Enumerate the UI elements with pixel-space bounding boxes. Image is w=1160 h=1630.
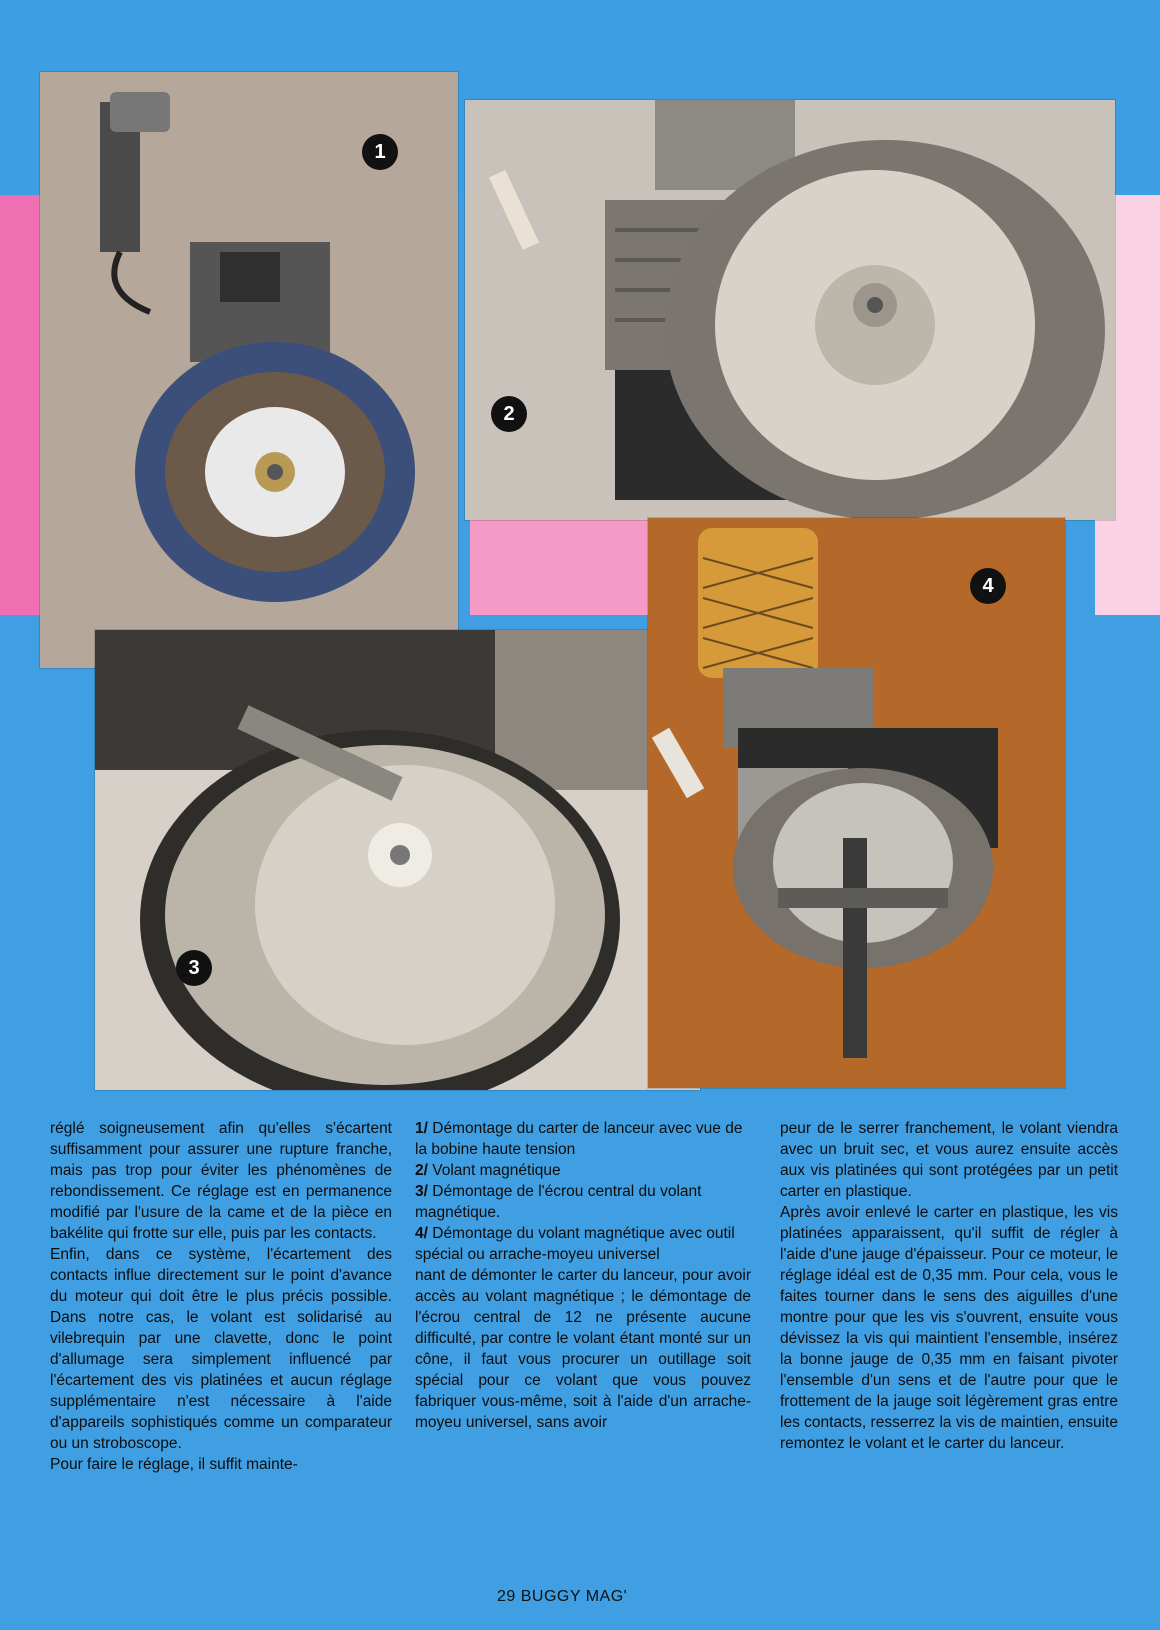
photo-caption-3 (415, 1181, 751, 1223)
caption-text: Démontage du carter de lanceur avec vue de la bobine haute tension (415, 1120, 743, 1158)
photo-number-badge: 1 (362, 134, 398, 170)
article-paragraph: Après avoir enlevé le carter en plastique, les vis platinées apparaissent, qu'il suffit de régler à l'aide d'une jauge d'épaisseur. Pour ce moteur, le réglage idéal est de 0,35 mm. Pour cela, vous le faites tourner dans le sens des aiguilles d'une montre pour que les vis s'ouvrent, ensuite vous dévissez la vis qui maintient l'ensemble, insérez la bonne jauge de 0,35 mm en faisant pivoter l'ensemble d'un sens et de l'autre pour que le frottement de la jauge soit légèrement gras entre les contacts, resserrez la vis de maintien, ensuite remontez le volant et le carter du lanceur. (780, 1204, 1118, 1452)
article-paragraph: peur de le serrer franchement, le volant viendra avec un bruit sec, et vous aurez ensuite accès aux vis platinées qui sont protégées par un petit carter en plastique. (780, 1120, 1118, 1200)
photo-central-nut (95, 630, 700, 1090)
article-paragraph: nant de démonter le carter du lanceur, pour avoir accès au volant magnétique ; le démontage de l'écrou central de 12 ne présente aucune difficulté, par contre le volant étant monté sur un cône, il faut vous procurer un outillage soit spécial pour ce volant que vous pouvez fabriquer vous-même, soit à l'aide d'un arrache-moyeu universel, sans avoir (415, 1267, 751, 1431)
photo-starter-housing (40, 72, 458, 668)
page-footer: 29 BUGGY MAG' (497, 1588, 628, 1605)
photo-caption-4 (415, 1223, 751, 1265)
article-paragraph: Pour faire le réglage, il suffit mainte- (50, 1456, 298, 1473)
article-paragraph: Enfin, dans ce système, l'écartement des contacts influe directement sur le point d'avance du moteur qui doit être le plus précis possible. Dans notre cas, le volant est solidarisé au vilebrequin par une clavette, donc le point d'allumage sera simplement influencé par l'écartement des vis platinées et aucun réglage supplémentaire n'est nécessaire à l'aide d'appareils sophistiqués comme un comparateur ou un stroboscope. (50, 1246, 392, 1452)
article-column-1 (50, 1118, 392, 1475)
caption-number: 4/ (415, 1225, 428, 1242)
caption-number: 1/ (415, 1120, 428, 1137)
photo-caption-2 (415, 1160, 751, 1181)
photo-puller-tool (648, 518, 1065, 1088)
caption-text: Volant magnétique (427, 1162, 561, 1179)
photo-number-badge: 3 (176, 950, 212, 986)
article-paragraph: réglé soigneusement afin qu'elles s'écartent suffisamment pour assurer une rupture franche, mais pas trop pour éviter les phénomènes de rebondissement. Ce réglage est en permanence modifié par l'usure de la came et de la pièce en bakélite qui frotte sur elle, puis par les contacts. (50, 1120, 392, 1242)
photo-magnetic-flywheel (465, 100, 1115, 520)
caption-number: 2/ (415, 1162, 428, 1179)
engine-photo-3 (95, 630, 700, 1090)
photo-number-badge: 4 (970, 568, 1006, 604)
caption-text: Démontage de l'écrou central du volant magnétique. (415, 1183, 702, 1221)
engine-photo-2 (465, 100, 1115, 520)
photo-caption-1 (415, 1118, 751, 1160)
caption-number: 3/ (415, 1183, 428, 1200)
engine-photo-4 (648, 518, 1065, 1088)
article-column-3 (780, 1118, 1118, 1454)
article-column-2 (415, 1118, 751, 1433)
photo-number-badge: 2 (491, 396, 527, 432)
caption-text: Démontage du volant magnétique avec outil spécial ou arrache-moyeu universel (415, 1225, 735, 1263)
